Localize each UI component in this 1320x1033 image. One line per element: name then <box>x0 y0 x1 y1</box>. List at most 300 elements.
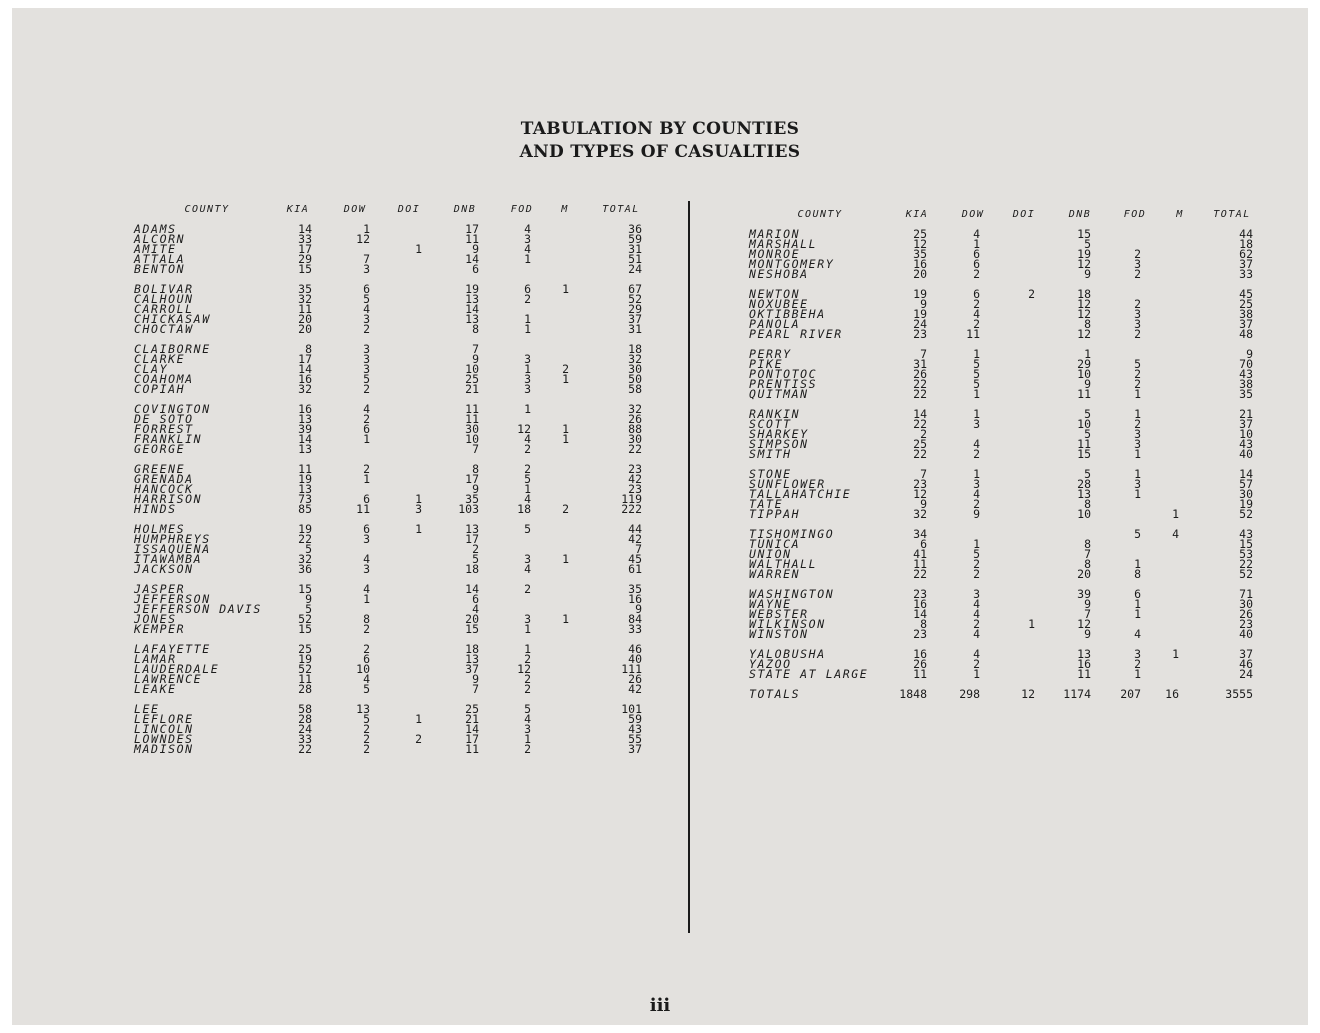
cell-fod: 2 <box>1134 377 1141 391</box>
cell-dow: 6 <box>973 287 980 301</box>
county-name: HARRISON <box>134 492 203 506</box>
header-dnb: DNB <box>1068 209 1092 220</box>
cell-kia: 13 <box>298 442 312 456</box>
table-row <box>745 429 1265 439</box>
cell-dow: 1 <box>973 387 980 401</box>
cell-dnb: 35 <box>465 492 479 506</box>
cell-kia: 20 <box>298 312 312 326</box>
cell-fod: 1 <box>1134 447 1141 461</box>
cell-kia: 16 <box>913 257 927 271</box>
table-row <box>130 364 650 374</box>
cell-kia: 35 <box>913 247 927 261</box>
cell-fod: 4 <box>524 562 531 576</box>
cell-kia: 17 <box>298 352 312 366</box>
cell-dow: 4 <box>973 437 980 451</box>
cell-dow: 2 <box>363 622 370 636</box>
county-name: GRENADA <box>134 472 194 486</box>
cell-fod: 3 <box>524 352 531 366</box>
cell-total: 52 <box>628 292 642 306</box>
table-row <box>745 329 1265 339</box>
cell-dnb: 8 <box>1084 557 1091 571</box>
county-name: CLAIBORNE <box>134 342 211 356</box>
cell-total: 35 <box>1239 387 1253 401</box>
county-name: PEARL RIVER <box>749 327 843 341</box>
cell-kia: 15 <box>298 262 312 276</box>
cell-total: 44 <box>628 522 642 536</box>
cell-fod: 2 <box>1134 367 1141 381</box>
cell-m: 2 <box>562 362 569 376</box>
county-name: PANOLA <box>749 317 801 331</box>
county-name: LINCOLN <box>134 722 194 736</box>
county-name: DE SOTO <box>134 412 194 426</box>
cell-dnb: 15 <box>465 622 479 636</box>
cell-dnb: 7 <box>1084 547 1091 561</box>
cell-dnb: 12 <box>1077 257 1091 271</box>
cell-fod: 5 <box>1134 357 1141 371</box>
cell-fod: 1 <box>524 482 531 496</box>
cell-dnb: 14 <box>465 722 479 736</box>
cell-total: 25 <box>1239 297 1253 311</box>
cell-fod: 1 <box>524 312 531 326</box>
cell-kia: 28 <box>298 682 312 696</box>
cell-dow: 9 <box>973 507 980 521</box>
county-name: LAUDERDALE <box>134 662 220 676</box>
cell-dow: 5 <box>363 682 370 696</box>
cell-total: 38 <box>1239 377 1253 391</box>
cell-fod: 1 <box>1134 387 1141 401</box>
cell-kia: 9 <box>920 297 927 311</box>
cell-kia: 15 <box>298 582 312 596</box>
cell-dow: 3 <box>363 562 370 576</box>
cell-fod: 6 <box>1134 587 1141 601</box>
cell-total: 84 <box>628 612 642 626</box>
cell-fod: 5 <box>524 702 531 716</box>
cell-kia: 24 <box>913 317 927 331</box>
cell-total: 42 <box>628 682 642 696</box>
cell-doi: 1 <box>415 522 422 536</box>
header-kia: KIA <box>905 209 929 220</box>
cell-kia: 9 <box>920 497 927 511</box>
cell-dnb: 18 <box>1077 287 1091 301</box>
table-row <box>745 229 1265 239</box>
cell-dnb: 37 <box>465 662 479 676</box>
county-name: LAFAYETTE <box>134 642 211 656</box>
cell-m: 1 <box>562 612 569 626</box>
cell-fod: 4 <box>524 492 531 506</box>
cell-dnb: 5 <box>472 552 479 566</box>
cell-dnb: 11 <box>465 232 479 246</box>
county-name: BENTON <box>134 262 186 276</box>
cell-total: 45 <box>628 552 642 566</box>
cell-fod: 12 <box>517 662 531 676</box>
cell-kia: 13 <box>298 482 312 496</box>
cell-dnb: 9 <box>1084 267 1091 281</box>
county-name: GREENE <box>134 462 186 476</box>
cell-kia: 9 <box>305 592 312 606</box>
cell-dow: 5 <box>363 292 370 306</box>
cell-dow: 2 <box>363 412 370 426</box>
county-name: MONTGOMERY <box>749 257 835 271</box>
cell-dow: 3 <box>973 587 980 601</box>
table-row <box>745 379 1265 389</box>
cell-dnb: 11 <box>465 412 479 426</box>
cell-dnb: 5 <box>1084 427 1091 441</box>
cell-dnb: 11 <box>465 742 479 756</box>
cell-dnb: 9 <box>472 352 479 366</box>
cell-fod: 4 <box>524 222 531 236</box>
cell-kia: 16 <box>298 372 312 386</box>
county-name: COPIAH <box>134 382 186 396</box>
header-total: TOTAL <box>1213 209 1251 220</box>
cell-total: 43 <box>628 722 642 736</box>
cell-dnb: 11 <box>1077 667 1091 681</box>
total-m: 16 <box>1165 687 1179 701</box>
county-name: PONTOTOC <box>749 367 818 381</box>
county-name: QUITMAN <box>749 387 809 401</box>
county-name: COAHOMA <box>134 372 194 386</box>
cell-dnb: 14 <box>465 252 479 266</box>
cell-total: 62 <box>1239 247 1253 261</box>
county-name: HANCOCK <box>134 482 194 496</box>
header-dow: DOW <box>961 209 985 220</box>
cell-dow: 4 <box>973 627 980 641</box>
cell-dow: 6 <box>363 282 370 296</box>
cell-dow: 3 <box>363 362 370 376</box>
county-name: TALLAHATCHIE <box>749 487 852 501</box>
county-name: YALOBUSHA <box>749 647 826 661</box>
county-name: PRENTISS <box>749 377 818 391</box>
cell-fod: 3 <box>1134 257 1141 271</box>
table-row <box>745 449 1265 459</box>
cell-dnb: 20 <box>1077 567 1091 581</box>
cell-dow: 13 <box>356 702 370 716</box>
county-name: NOXUBEE <box>749 297 809 311</box>
cell-dnb: 19 <box>1077 247 1091 261</box>
header-dnb: DNB <box>453 204 477 215</box>
cell-kia: 14 <box>913 607 927 621</box>
cell-total: 31 <box>628 242 642 256</box>
table-row <box>745 389 1265 399</box>
cell-m: 1 <box>562 432 569 446</box>
county-name: CARROLL <box>134 302 194 316</box>
cell-doi: 1 <box>415 712 422 726</box>
cell-total: 40 <box>628 652 642 666</box>
cell-dow: 2 <box>973 617 980 631</box>
cell-kia: 36 <box>298 562 312 576</box>
cell-dnb: 16 <box>1077 657 1091 671</box>
cell-dow: 3 <box>363 262 370 276</box>
cell-kia: 14 <box>298 362 312 376</box>
cell-total: 61 <box>628 562 642 576</box>
cell-total: 88 <box>628 422 642 436</box>
table-row <box>745 569 1265 579</box>
county-name: AMITE <box>134 242 177 256</box>
cell-total: 52 <box>1239 567 1253 581</box>
table-row <box>130 734 650 744</box>
cell-dnb: 18 <box>465 562 479 576</box>
cell-kia: 15 <box>298 622 312 636</box>
table-row <box>745 409 1265 419</box>
cell-dow: 8 <box>363 612 370 626</box>
table-row <box>745 309 1265 319</box>
cell-fod: 3 <box>1134 437 1141 451</box>
cell-fod: 1 <box>524 322 531 336</box>
cell-kia: 16 <box>298 402 312 416</box>
table-row <box>745 239 1265 249</box>
cell-dow: 4 <box>973 647 980 661</box>
table-row <box>130 344 650 354</box>
cell-dnb: 4 <box>472 602 479 616</box>
table-row <box>130 464 650 474</box>
cell-total: 37 <box>1239 417 1253 431</box>
cell-dnb: 2 <box>472 542 479 556</box>
cell-dow: 2 <box>973 557 980 571</box>
cell-kia: 11 <box>913 667 927 681</box>
county-name: NEWTON <box>749 287 801 301</box>
cell-dnb: 9 <box>472 672 479 686</box>
cell-dnb: 30 <box>465 422 479 436</box>
cell-fod: 4 <box>524 242 531 256</box>
cell-kia: 5 <box>305 602 312 616</box>
table-row <box>130 404 650 414</box>
table-row <box>130 434 650 444</box>
cell-dnb: 8 <box>472 322 479 336</box>
cell-fod: 3 <box>524 372 531 386</box>
county-name: PIKE <box>749 357 784 371</box>
table-row <box>130 704 650 714</box>
cell-dow: 4 <box>363 552 370 566</box>
cell-dnb: 9 <box>1084 377 1091 391</box>
table-row <box>745 349 1265 359</box>
table-row <box>745 549 1265 559</box>
cell-kia: 19 <box>913 307 927 321</box>
table-row <box>130 664 650 674</box>
county-name: TISHOMINGO <box>749 527 835 541</box>
cell-total: 222 <box>621 502 642 516</box>
county-name: WEBSTER <box>749 607 809 621</box>
title-line-2: AND TYPES OF CASUALTIES <box>519 142 801 162</box>
cell-dow: 6 <box>973 257 980 271</box>
table-row <box>130 244 650 254</box>
table-row <box>130 444 650 454</box>
header-doi: DOI <box>1012 209 1036 220</box>
cell-total: 19 <box>1239 497 1253 511</box>
cell-fod: 1 <box>1134 667 1141 681</box>
cell-dow: 4 <box>363 402 370 416</box>
cell-kia: 11 <box>298 462 312 476</box>
cell-fod: 5 <box>524 522 531 536</box>
cell-doi: 1 <box>1028 617 1035 631</box>
cell-dow: 3 <box>973 477 980 491</box>
county-name: KEMPER <box>134 622 186 636</box>
table-row <box>745 629 1265 639</box>
cell-total: 53 <box>1239 547 1253 561</box>
cell-total: 43 <box>1239 367 1253 381</box>
table-row <box>130 324 650 334</box>
cell-dow: 12 <box>356 232 370 246</box>
county-name: JASPER <box>134 582 186 596</box>
cell-total: 46 <box>1239 657 1253 671</box>
county-name: TATE <box>749 497 784 511</box>
cell-total: 30 <box>1239 597 1253 611</box>
cell-kia: 11 <box>913 557 927 571</box>
table-row <box>130 684 650 694</box>
cell-dow: 1 <box>973 237 980 251</box>
cell-dnb: 1 <box>1084 347 1091 361</box>
county-name: UNION <box>749 547 792 561</box>
county-name: SCOTT <box>749 417 792 431</box>
cell-dow: 2 <box>973 297 980 311</box>
cell-dow: 1 <box>973 467 980 481</box>
cell-dnb: 19 <box>465 282 479 296</box>
county-name: ATTALA <box>134 252 186 266</box>
cell-fod: 1 <box>524 252 531 266</box>
table-row <box>745 669 1265 679</box>
table-row <box>130 564 650 574</box>
cell-dow: 4 <box>973 307 980 321</box>
cell-fod: 1 <box>1134 557 1141 571</box>
county-name: YAZOO <box>749 657 792 671</box>
total-doi: 12 <box>1021 687 1035 701</box>
cell-kia: 13 <box>298 412 312 426</box>
county-name: GEORGE <box>134 442 186 456</box>
cell-kia: 29 <box>298 252 312 266</box>
table-row <box>130 724 650 734</box>
header-m: M <box>561 204 569 215</box>
cell-fod: 2 <box>1134 267 1141 281</box>
cell-dow: 7 <box>363 252 370 266</box>
cell-kia: 11 <box>298 672 312 686</box>
cell-total: 26 <box>628 672 642 686</box>
cell-total: 9 <box>635 602 642 616</box>
cell-dnb: 25 <box>465 702 479 716</box>
table-row <box>130 494 650 504</box>
cell-fod: 2 <box>524 442 531 456</box>
cell-fod: 2 <box>1134 247 1141 261</box>
table-row <box>130 644 650 654</box>
cell-kia: 20 <box>298 322 312 336</box>
cell-fod: 2 <box>1134 327 1141 341</box>
cell-dow: 4 <box>973 597 980 611</box>
cell-dnb: 10 <box>1077 367 1091 381</box>
cell-total: 59 <box>628 232 642 246</box>
cell-kia: 28 <box>298 712 312 726</box>
cell-fod: 4 <box>524 432 531 446</box>
cell-kia: 17 <box>298 242 312 256</box>
county-name: HINDS <box>134 502 177 516</box>
cell-kia: 12 <box>913 237 927 251</box>
cell-total: 26 <box>628 412 642 426</box>
county-name: CHICKASAW <box>134 312 211 326</box>
cell-kia: 19 <box>298 522 312 536</box>
cell-total: 44 <box>1239 227 1253 241</box>
county-name: TUNICA <box>749 537 801 551</box>
table-row <box>130 374 650 384</box>
cell-fod: 1 <box>524 402 531 416</box>
cell-dnb: 7 <box>472 682 479 696</box>
cell-dow: 5 <box>363 372 370 386</box>
cell-dow: 3 <box>363 352 370 366</box>
cell-dow: 5 <box>973 547 980 561</box>
cell-dow: 1 <box>363 592 370 606</box>
cell-dow: 2 <box>363 382 370 396</box>
county-name: WARREN <box>749 567 801 581</box>
cell-dnb: 15 <box>1077 447 1091 461</box>
county-name: SMITH <box>749 447 792 461</box>
cell-dnb: 12 <box>1077 307 1091 321</box>
cell-total: 48 <box>1239 327 1253 341</box>
cell-kia: 16 <box>913 597 927 611</box>
cell-dow: 10 <box>356 662 370 676</box>
cell-kia: 26 <box>913 367 927 381</box>
cell-total: 23 <box>628 482 642 496</box>
cell-dnb: 25 <box>465 372 479 386</box>
cell-dnb: 103 <box>458 502 479 516</box>
county-name: COVINGTON <box>134 402 211 416</box>
cell-dow: 2 <box>363 722 370 736</box>
cell-dow: 2 <box>363 742 370 756</box>
cell-fod: 2 <box>524 462 531 476</box>
cell-kia: 39 <box>298 422 312 436</box>
cell-dow: 4 <box>363 582 370 596</box>
cell-m: 1 <box>1172 647 1179 661</box>
cell-kia: 22 <box>913 387 927 401</box>
cell-fod: 1 <box>1134 487 1141 501</box>
table-row <box>130 614 650 624</box>
cell-dow: 6 <box>363 652 370 666</box>
cell-dnb: 20 <box>465 612 479 626</box>
cell-dow: 5 <box>363 712 370 726</box>
table-row <box>130 234 650 244</box>
cell-total: 58 <box>628 382 642 396</box>
cell-total: 50 <box>628 372 642 386</box>
cell-total: 111 <box>621 662 642 676</box>
cell-kia: 19 <box>913 287 927 301</box>
county-name: WINSTON <box>749 627 809 641</box>
cell-dow: 1 <box>973 537 980 551</box>
cell-total: 37 <box>1239 257 1253 271</box>
table-row <box>745 529 1265 539</box>
cell-total: 23 <box>1239 617 1253 631</box>
cell-kia: 19 <box>298 472 312 486</box>
county-name: STATE AT LARGE <box>749 667 869 681</box>
cell-dnb: 7 <box>1084 607 1091 621</box>
cell-dow: 4 <box>973 487 980 501</box>
cell-kia: 12 <box>913 487 927 501</box>
cell-kia: 8 <box>920 617 927 631</box>
cell-kia: 22 <box>298 532 312 546</box>
cell-total: 42 <box>628 472 642 486</box>
cell-dnb: 11 <box>1077 387 1091 401</box>
title-line-1: TABULATION BY COUNTIES <box>520 119 800 139</box>
header-total: TOTAL <box>602 204 640 215</box>
cell-dow: 4 <box>363 672 370 686</box>
cell-dow: 2 <box>363 732 370 746</box>
cell-total: 46 <box>628 642 642 656</box>
cell-total: 30 <box>628 362 642 376</box>
county-name: WAYNE <box>749 597 792 611</box>
cell-fod: 2 <box>524 582 531 596</box>
cell-dow: 1 <box>973 347 980 361</box>
county-name: WASHINGTON <box>749 587 835 601</box>
cell-dnb: 13 <box>465 522 479 536</box>
table-row <box>745 439 1265 449</box>
total-fod: 207 <box>1120 687 1141 701</box>
table-row <box>130 674 650 684</box>
cell-fod: 3 <box>1134 647 1141 661</box>
cell-total: 55 <box>628 732 642 746</box>
cell-kia: 22 <box>913 447 927 461</box>
